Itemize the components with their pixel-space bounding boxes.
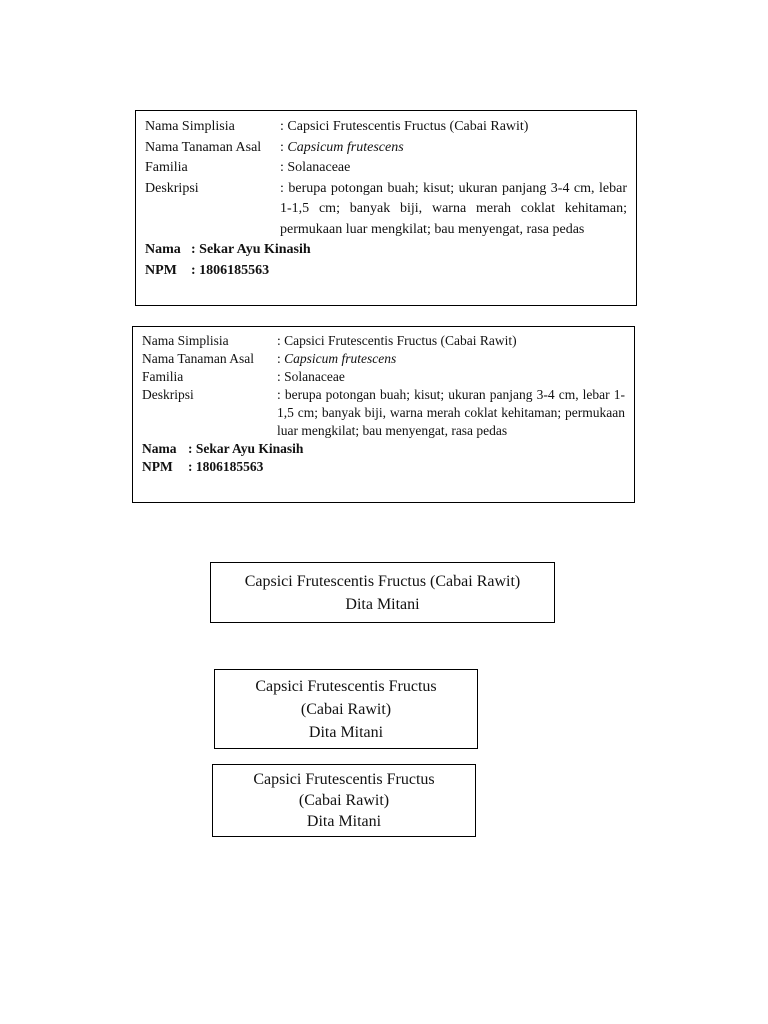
row-key: Deskripsi [145,180,199,196]
colon-prefix: : [280,139,288,155]
specimen-common-name: (Cabai Rawit) [298,792,390,809]
specimen-name: Capsici Frutescentis Fructus (Cabai Rawit) [244,572,521,590]
signature-block [145,240,627,281]
small-label-2 [214,669,478,749]
row-key: Familia [145,160,188,175]
nama-line [145,240,627,261]
label-1-table [145,117,627,240]
label-row [145,179,627,241]
row-value: : berupa potongan buah; kisut; ukuran panjang 3-4 cm, lebar 1-1,5 cm; banyak biji, warna merah coklat kehitaman; permukaan luar mengkilat; bau menyengat, rasa pedas [280,180,627,237]
latin-name: Capsicum frutescens [287,139,404,155]
nama-value: : Sekar Ayu Kinasih [191,242,311,257]
nama-key: Nama [145,242,181,257]
label-row [142,350,625,368]
colon-prefix: : [277,351,285,366]
npm-line [142,458,625,476]
label-row [145,138,627,159]
nama-line [142,440,625,458]
row-value: : Capsici Frutescentis Fructus (Cabai Rawit) [280,119,529,134]
row-key: Nama Simplisia [145,119,235,134]
specimen-name: Capsici Frutescentis Fructus [253,771,435,788]
label-2-table [142,332,625,440]
npm-value: : 1806185563 [191,262,270,278]
row-value: : Solanaceae [277,369,345,384]
row-value [277,350,625,368]
specimen-name: Capsici Frutescentis Fructus [255,677,437,695]
row-value: : berupa potongan buah; kisut; ukuran panjang 3-4 cm, lebar 1-1,5 cm; banyak biji, warna merah coklat kehitaman; permukaan luar mengkilat; bau menyengat, rasa pedas [277,387,625,438]
row-key: Nama Simplisia [142,333,229,348]
row-value: : Solanaceae [280,160,351,175]
label-row [142,368,625,386]
owner-name: Dita Mitani [345,595,420,613]
small-label-1 [210,562,555,623]
small-label-3 [212,764,476,837]
simplisia-label-2 [132,326,635,503]
row-value: : Capsici Frutescentis Fructus (Cabai Rawit) [277,333,517,348]
nama-value: : Sekar Ayu Kinasih [188,441,304,456]
npm-key: NPM [142,459,173,474]
row-key: Nama Tanaman Asal [145,139,262,155]
owner-name: Dita Mitani [308,723,384,741]
npm-value: : 1806185563 [188,459,264,474]
label-row [145,158,627,179]
signature-block [142,440,625,476]
specimen-common-name: (Cabai Rawit) [300,700,392,718]
row-key: Deskripsi [142,387,194,402]
label-row [142,386,625,440]
npm-line [145,261,627,282]
row-key: Familia [142,369,184,384]
simplisia-label-1 [135,110,637,306]
nama-key: Nama [142,441,177,456]
row-key: Nama Tanaman Asal [142,351,255,366]
label-row [145,117,627,138]
latin-name: Capsicum frutescens [284,351,397,366]
row-value [280,138,627,159]
owner-name: Dita Mitani [306,813,382,830]
npm-key: NPM [145,262,177,278]
label-row [142,332,625,350]
